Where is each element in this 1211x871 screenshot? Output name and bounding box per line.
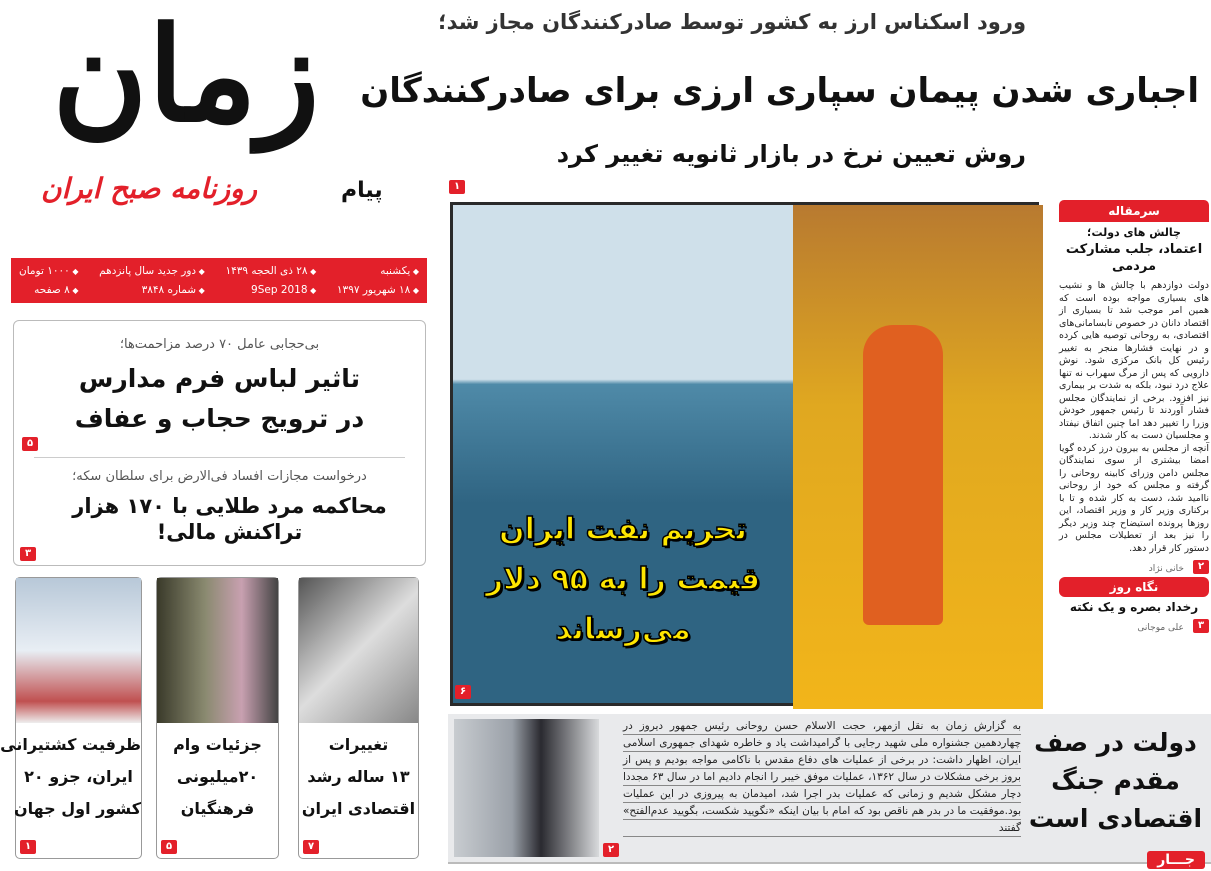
news-card-growth[interactable] bbox=[298, 577, 419, 859]
bottom-headline bbox=[1028, 724, 1203, 838]
editorial-title[interactable]: اعتماد، جلب مشارکت مردمی bbox=[1065, 242, 1203, 274]
lead-kicker[interactable]: ورود اسکناس ارز به کشور توسط صادرکنندگان مجاز شد؛ bbox=[438, 10, 1026, 34]
body-line: در چهاردهمین جشنواره ملی شهید رجایی با گرامیداشت یاد و خاطره شهدای bbox=[623, 720, 1021, 749]
card-line: فرهنگیان bbox=[180, 799, 255, 818]
card-line: ظرفیت کشتیرانی bbox=[0, 735, 141, 754]
oil-rig-photo[interactable] bbox=[450, 202, 1039, 706]
rouhani-photo bbox=[454, 719, 599, 857]
info-volume: ◆ دور جدید سال پانزدهم bbox=[99, 262, 205, 281]
news-card-loan[interactable] bbox=[156, 577, 279, 859]
info-hijri-date: ◆ ۲۸ ذی الحجه ۱۴۳۹ bbox=[225, 262, 316, 281]
headline-overlay bbox=[463, 505, 783, 665]
masthead-prefix: پیام bbox=[341, 178, 383, 203]
body-line: ناکامی مواجه بودیم و پس از بروز برخی مشکلات در سال ۱۳۶۲، عملیات موفق bbox=[623, 754, 1021, 783]
story-title[interactable]: محاکمه مرد طلایی با ۱۷۰ هزار تراکنش مالی! bbox=[72, 494, 387, 544]
card-line: جزئیات وام bbox=[173, 735, 262, 754]
story-title[interactable] bbox=[14, 359, 425, 439]
lead-headline[interactable]: اجباری شدن پیمان سپاری ارزی برای صادرکنندگان bbox=[360, 71, 1199, 111]
watermark-logo: جـــار bbox=[1147, 851, 1205, 869]
info-solar-date: ◆ ۱۸ شهریور ۱۳۹۷ bbox=[337, 281, 419, 300]
page-badge: ۱ bbox=[449, 180, 465, 194]
masthead-tagline: روزنامه صبح ایران bbox=[41, 172, 258, 205]
growth-chart-photo bbox=[299, 578, 418, 723]
news-card-shipping[interactable] bbox=[0, 577, 142, 859]
title-line: در ترویج حجاب و عفاف bbox=[74, 404, 365, 433]
story-kicker[interactable]: درخواست مجازات افساد فی‌الارض برای سلطان سکه؛ bbox=[72, 469, 367, 484]
bottom-story-body bbox=[623, 718, 1021, 837]
glance-title[interactable]: رخداد بصره و یک نکته bbox=[1069, 600, 1199, 614]
page-badge: ۷ bbox=[303, 840, 319, 854]
page-badge: ۵ bbox=[161, 840, 177, 854]
body-line: جمهوری اسلامی ایران، اظهار داشت: در برخی از عملیات های دفاع مقدس با bbox=[623, 737, 1021, 766]
card-line: اقتصادی ایران bbox=[301, 799, 416, 818]
card-line: کشور اول جهان bbox=[13, 799, 141, 818]
left-news-box bbox=[13, 320, 426, 566]
editorial-author bbox=[1059, 558, 1209, 573]
page-badge: ۵ bbox=[22, 437, 38, 451]
page-badge: ۲ bbox=[1193, 560, 1209, 574]
card-line: ۲۰میلیونی bbox=[176, 767, 259, 786]
bottom-story[interactable] bbox=[448, 714, 1211, 864]
teachers-photo bbox=[157, 578, 278, 723]
glance-author bbox=[1059, 617, 1209, 632]
masthead-logo: زمان bbox=[52, 0, 320, 151]
overlay-line: تحریم نفت ایران bbox=[499, 512, 747, 547]
card-line: ۱۳ ساله رشد bbox=[307, 767, 410, 786]
overlay-line: قیمت را به ۹۵ دلار bbox=[485, 562, 761, 597]
headline-line: دولت در صف bbox=[1034, 728, 1197, 757]
headline-line: اقتصادی است bbox=[1028, 804, 1203, 833]
lead-subtitle[interactable]: روش تعیین نرخ در بازار ثانویه تغییر کرد bbox=[556, 140, 1026, 168]
issue-info-bar bbox=[11, 258, 427, 303]
right-column bbox=[1059, 200, 1209, 712]
body-line: به گزارش زمان به نقل ازمهر، حجت الاسلام حسن روحانی رئیس جمهور دیروز bbox=[639, 720, 1021, 732]
editorial-body-2: آنچه از مجلس به بیرون درز کرده گویا امضا بیشتری از سوی نمایندگان مجلس دامن وزرای کابینه روحانی را گرفته و مجلس که خود از روحانی ناامید شد، دست به کار شده و تا با برکناری وزیر کار و وزیر اقتصاد، این روزها پرونده استیضاح چند وزیر دیگر را نیز بعد از تعطیلات مجلس در دستور کار قرار دهد. bbox=[1059, 442, 1209, 554]
title-line: تاثیر لباس فرم مدارس bbox=[78, 364, 361, 393]
author-name: خانی نژاد bbox=[1148, 564, 1184, 574]
ship-photo bbox=[16, 578, 141, 723]
body-line: بدر اجرا شد، امیدمان به پیروزی در این عملیات بود.موفقیت ما در بدر هم ناقص bbox=[623, 788, 1021, 817]
headline-line: مقدم جنگ bbox=[1051, 766, 1180, 795]
info-issue-number: ◆ شماره ۳۸۴۸ bbox=[99, 281, 205, 300]
card-line: ایران، جزو ۲۰ bbox=[24, 767, 133, 786]
author-name: علی موجانی bbox=[1137, 623, 1184, 633]
info-price: ◆ ۱۰۰۰ تومان bbox=[19, 262, 78, 281]
editorial-kicker[interactable]: چالش های دولت؛ bbox=[1087, 226, 1181, 239]
overlay-line: می‌رساند bbox=[555, 612, 691, 647]
page-badge: ۳ bbox=[1193, 619, 1209, 633]
info-gregorian-date: ◆ 9Sep 2018 bbox=[225, 281, 316, 300]
worker-figure bbox=[863, 325, 943, 625]
card-line: تغییرات bbox=[328, 735, 389, 754]
editorial-body: دولت دوازدهم با چالش ها و نشیب های بسیاری مواجه بوده است که همین امر موجب شد تا بسیاری از اقتصاد دانان در خصوص نابسامانی‌های اقتصادی، به روحانی توصیه هایی کرده و در نهایت فشارها منجر به تغییر رئیس کل بانک مرکزی شود. نوش دارویی که پس از مرگ سهراب نه تنها علاج درد نبود، بلکه به شدت بر بیماری نیز افزود. برخی از نمایندگان مجلس فشار آوردند تا رئیس جمهور خودش وزرا را تغییر دهد اما چنین اتفاق نیفتاد و مجلسیان دست به کار شدند. bbox=[1059, 280, 1209, 441]
page-badge: ۳ bbox=[20, 547, 36, 561]
body-line: خیبر را انجام دادیم اما در سال ۶۳ مجددا دچار مشکل شدیم و زمانی که عملیات bbox=[623, 771, 1021, 800]
info-pages: ◆ ۸ صفحه bbox=[19, 281, 78, 300]
editorial-header: سرمقاله bbox=[1059, 200, 1209, 222]
page-badge: ۲ bbox=[603, 843, 619, 857]
body-line: بود که امام با بیان اینکه «نگویید شکست، بگویید عدم‌الفتح» گفتند bbox=[623, 805, 1021, 834]
page-badge: ۱ bbox=[20, 840, 36, 854]
glance-header: نگاه روز bbox=[1059, 577, 1209, 597]
divider bbox=[34, 457, 405, 458]
info-day: ◆ یکشنبه bbox=[337, 262, 419, 281]
story-kicker[interactable]: بی‌حجابی عامل ۷۰ درصد مزاحمت‌ها؛ bbox=[119, 337, 320, 352]
page-badge: ۶ bbox=[455, 685, 471, 699]
